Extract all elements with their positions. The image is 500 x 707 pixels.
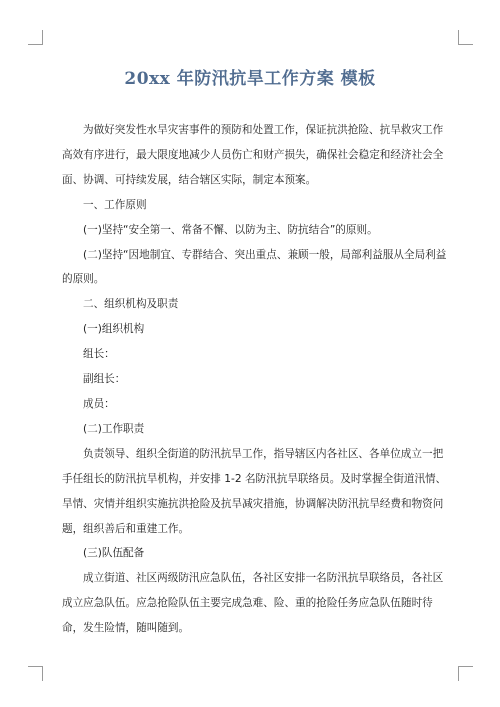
principle-item-2: (二)坚持“因地制宜、专群结合、突出重点、兼顾一般，局部利益服从全局利益的原则。	[62, 248, 447, 286]
org-members-line: 成员：	[83, 397, 115, 410]
document-body	[62, 118, 448, 641]
subsection-heading-duties: (二)工作职责	[83, 422, 145, 435]
subsection-heading-org-structure: (一)组织机构	[83, 323, 145, 336]
intro-paragraph: 为做好突发性水旱灾害事件的预防和处置工作，保证抗洪抢险、抗旱救灾工作高效有序进行，最大限度地减少人员伤亡和财产损失，确保社会稳定和经济社会全面、协调、可持续发展，结合辖区实际，制定本预案。	[62, 124, 444, 186]
teams-paragraph: 成立街道、社区两级防汛应急队伍，各社区安排一名防汛抗旱联络员，各社区成立应急队伍。应急抢险队伍主要完成急难、险、重的抢险任务应急队伍随时待命，发生险情，随叫随到。	[62, 572, 444, 635]
section-heading-principles: 一、工作原则	[83, 198, 147, 211]
document-title: 20xx 年防汛抗旱工作方案 模板	[124, 69, 376, 89]
section-heading-organization: 二、组织机构及职责	[83, 298, 179, 311]
org-leader-line: 组长：	[83, 348, 115, 361]
principle-item-1: (一)坚持“安全第一、常备不懈、以防为主、防抗结合”的原则。	[83, 223, 378, 236]
crop-mark-bottom-right	[458, 666, 473, 681]
duties-paragraph: 负责领导、组织全街道的防汛抗旱工作，指导辖区内各社区、各单位成立一把手任组长的防汛抗旱机构，并安排 1-2 名防汛抗旱联络员。及时掌握全街道汛情、旱情、灾情并组织实施抗洪抢险及抗旱减灾措施，协调解决防汛抗旱经费和物资问题，组织善后和重建工作。	[62, 447, 447, 535]
crop-mark-bottom-left	[28, 666, 43, 681]
org-deputy-leader-line: 副组长：	[83, 373, 126, 386]
crop-mark-top-left	[28, 30, 43, 45]
crop-mark-top-right	[458, 30, 473, 45]
subsection-heading-teams: (三)队伍配备	[83, 547, 145, 560]
